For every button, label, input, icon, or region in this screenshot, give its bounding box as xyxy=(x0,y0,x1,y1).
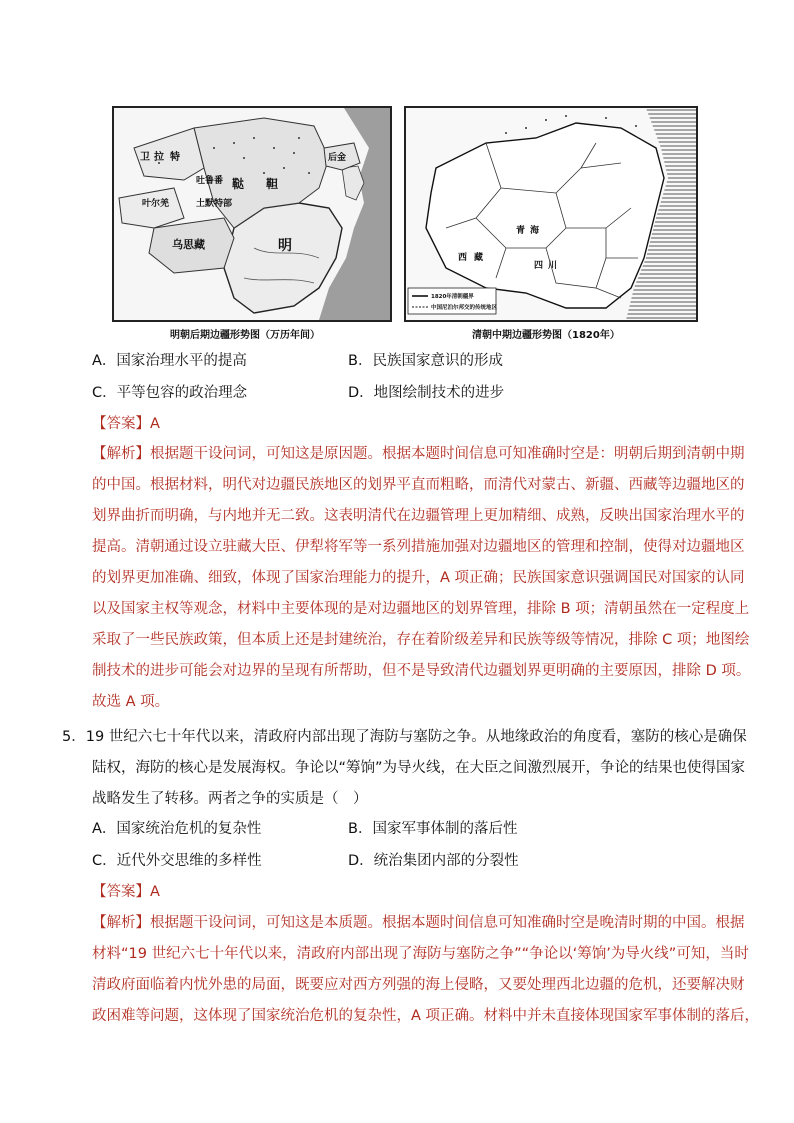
qing-label-qing: 青 xyxy=(516,226,526,236)
q5-stem-line: 战略发生了转移。两者之争的实质是（ ） xyxy=(92,791,368,807)
q4-analysis-line: 采取了一些民族政策，但本质上还是封建统治，存在着阶级差异和民族等级等情况，排除 C 项；地图绘 xyxy=(92,632,750,648)
qing-legend-traditional: 中国尼泊尔邦交的传统地区 xyxy=(431,305,498,311)
q4-analysis-line: 提高。清朝通过设立驻藏大臣、伊犁将军等一系列措施加强对边疆地区的管理和控制，使得对边疆地区 xyxy=(92,539,745,555)
map-label-ming: 明 xyxy=(278,238,292,254)
q4-analysis-line: 以及国家主权等观念，材料中主要体现的是对边疆地区的划界管理，排除 B 项；清朝虽然在一定程度上 xyxy=(92,601,750,617)
q5-option-d: D．统治集团内部的分裂性 xyxy=(348,853,519,869)
q4-analysis-line: 制技术的进步可能会对边界的呈现有所帮助，但不是导致清代边疆划界更明确的主要原因，排除 D 项。 xyxy=(92,663,751,679)
qing-label-zang: 藏 xyxy=(474,253,484,263)
qing-map-graphic xyxy=(406,108,696,320)
ming-map-graphic xyxy=(114,108,390,320)
map-label-turfan: 吐鲁番 xyxy=(196,176,224,186)
q5-analysis-line: 政困难等问题，这体现了国家统治危机的复杂性，A 项正确。材料中并未直接体现国家军事体制的落后， xyxy=(92,1008,760,1024)
q5-option-c: C．近代外交思维的多样性 xyxy=(92,853,262,869)
q4-option-d: D．地图绘制技术的进步 xyxy=(348,385,505,401)
qing-map xyxy=(404,106,698,322)
qing-legend-border: 1820年清朝疆界 xyxy=(431,294,474,300)
q4-option-a: A．国家治理水平的提高 xyxy=(92,353,247,369)
map-label-da: 鞑 xyxy=(232,177,245,191)
qing-map-caption: 清朝中期边疆形势图（1820年） xyxy=(472,330,620,341)
q5-analysis-line: 清政府面临着内忧外患的局面，既要应对西方列强的海上侵略，又要处理西北边疆的危机，还要解决财 xyxy=(92,977,745,993)
map-label-yarkand: 叶尔羌 xyxy=(142,199,170,209)
map-label-la: 拉 xyxy=(154,152,164,163)
qing-label-xi: 西 xyxy=(458,253,468,263)
q4-analysis-line: 的划界更加准确、细致，体现了国家治理能力的提升，A 项正确；民族国家意识强调国民对国家的认同 xyxy=(92,570,745,586)
qing-label-si: 四 xyxy=(534,261,544,271)
q5-stem-line: 5．19 世纪六七十年代以来，清政府内部出现了海防与塞防之争。从地缘政治的角度看，塞防的核心是确保 xyxy=(62,729,747,745)
q4-option-b: B．民族国家意识的形成 xyxy=(348,353,503,369)
q5-analysis-line: 【解析】根据题干设问词，可知这是本质题。根据本题时间信息可知准确时空是晚清时期的中国。根据 xyxy=(92,915,745,931)
ming-map xyxy=(112,106,392,322)
q5-option-b: B．国家军事体制的落后性 xyxy=(348,821,518,837)
map-label-tumed: 土默特部 xyxy=(196,199,233,209)
q5-option-a: A．国家统治危机的复杂性 xyxy=(92,821,262,837)
q4-analysis-line: 的中国。根据材料，明代对边疆民族地区的划界平直而粗略，而清代对蒙古、新疆、西藏等边疆地区的 xyxy=(92,477,745,493)
figure-maps xyxy=(112,106,732,341)
ming-map-caption: 明朝后期边疆形势图（万历年间） xyxy=(170,330,320,341)
qing-label-hai: 海 xyxy=(530,226,540,236)
qing-label-chuan: 川 xyxy=(548,261,558,271)
q5-stem-line: 陆权，海防的核心是发展海权。争论以“筹饷”为导火线，在大臣之间激烈展开，争论的结果也使得国家 xyxy=(92,760,746,776)
q4-analysis-line: 划界曲折而明确，与内地并无二致。这表明清代在边疆管理上更加精细、成熟，反映出国家治理水平的 xyxy=(92,508,745,524)
q4-option-c: C．平等包容的政治理念 xyxy=(92,385,248,401)
map-label-wei: 卫 xyxy=(140,152,150,163)
q5-answer: 【答案】A xyxy=(92,884,160,900)
map-label-dan: 靼 xyxy=(266,177,279,191)
q4-answer: 【答案】A xyxy=(92,416,160,432)
q5-analysis-line: 材料“19 世纪六七十年代以来，清政府内部出现了海防与塞防之争”“争论以‘筹饷’为导火线”可知，当时 xyxy=(92,946,749,962)
map-label-te: 特 xyxy=(170,152,180,163)
q4-analysis-line: 故选 A 项。 xyxy=(92,694,170,710)
map-label-houjin: 后金 xyxy=(328,153,347,163)
q4-analysis-line: 【解析】根据题干设问词，可知这是原因题。根据本题时间信息可知准确时空是：明朝后期到清朝中期 xyxy=(92,446,745,462)
map-label-tibet: 乌思藏 xyxy=(172,238,205,251)
